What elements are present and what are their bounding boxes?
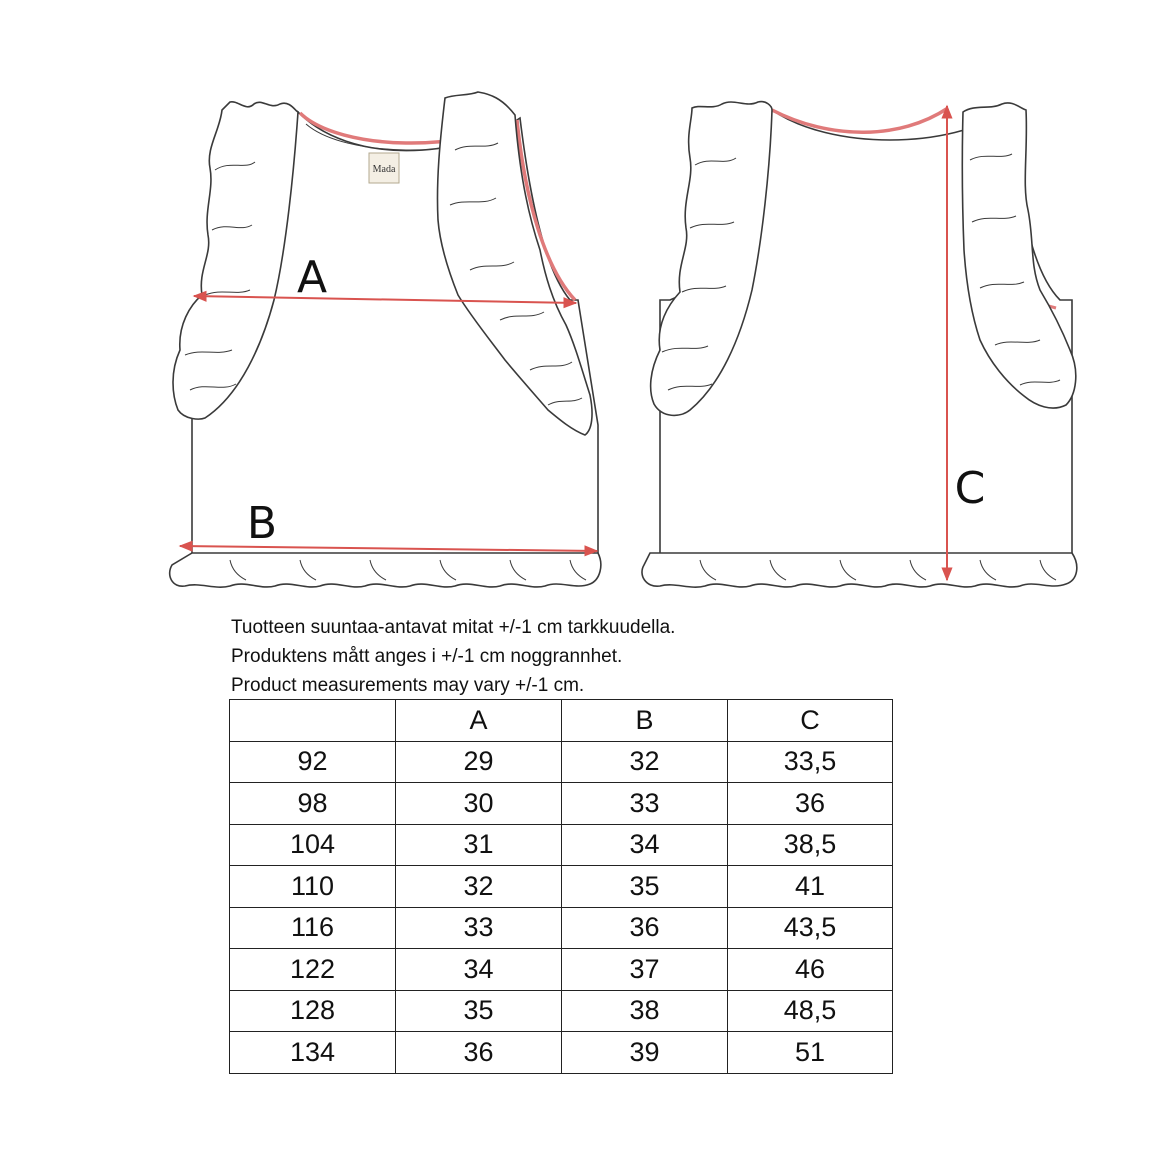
header-cell: B bbox=[562, 700, 728, 742]
note-english: Product measurements may vary +/-1 cm. bbox=[231, 675, 585, 696]
table-row bbox=[230, 1032, 893, 1074]
measurement-notes bbox=[231, 613, 931, 700]
measure-c-label: C bbox=[954, 463, 986, 514]
back-view bbox=[642, 102, 1077, 588]
table-cell: 38 bbox=[562, 990, 728, 1032]
table-cell: 48,5 bbox=[728, 990, 893, 1032]
table-cell: 35 bbox=[562, 866, 728, 908]
note-finnish: Tuotteen suuntaa-antavat mitat +/-1 cm tarkkuudella. bbox=[231, 617, 676, 638]
table-cell: 128 bbox=[230, 990, 396, 1032]
table-cell: 134 bbox=[230, 1032, 396, 1074]
front-view bbox=[170, 92, 601, 587]
table-cell: 39 bbox=[562, 1032, 728, 1074]
table-cell: 36 bbox=[562, 907, 728, 949]
table-cell: 46 bbox=[728, 949, 893, 991]
table-cell: 35 bbox=[396, 990, 562, 1032]
table-cell: 43,5 bbox=[728, 907, 893, 949]
measure-a-label: A bbox=[296, 252, 328, 303]
table-cell: 98 bbox=[230, 783, 396, 825]
header-cell: A bbox=[396, 700, 562, 742]
table-cell: 41 bbox=[728, 866, 893, 908]
table-row bbox=[230, 866, 893, 908]
table-cell: 110 bbox=[230, 866, 396, 908]
table-cell: 51 bbox=[728, 1032, 893, 1074]
size-table bbox=[229, 699, 893, 1074]
table-cell: 32 bbox=[396, 866, 562, 908]
table-row bbox=[230, 949, 893, 991]
brand-tag-text: Mada bbox=[372, 164, 396, 175]
table-cell: 122 bbox=[230, 949, 396, 991]
table-row bbox=[230, 907, 893, 949]
table-cell: 33,5 bbox=[728, 741, 893, 783]
table-cell: 116 bbox=[230, 907, 396, 949]
table-cell: 34 bbox=[562, 824, 728, 866]
table-cell: 33 bbox=[562, 783, 728, 825]
table-row bbox=[230, 741, 893, 783]
table-cell: 30 bbox=[396, 783, 562, 825]
header-cell bbox=[230, 700, 396, 742]
header-cell: C bbox=[728, 700, 893, 742]
table-cell: 34 bbox=[396, 949, 562, 991]
table-cell: 33 bbox=[396, 907, 562, 949]
table-cell: 92 bbox=[230, 741, 396, 783]
table-row bbox=[230, 990, 893, 1032]
table-cell: 38,5 bbox=[728, 824, 893, 866]
table-cell: 36 bbox=[396, 1032, 562, 1074]
table-row bbox=[230, 783, 893, 825]
table-cell: 104 bbox=[230, 824, 396, 866]
table-cell: 32 bbox=[562, 741, 728, 783]
table-cell: 29 bbox=[396, 741, 562, 783]
table-cell: 37 bbox=[562, 949, 728, 991]
back-hem-ruffle bbox=[642, 553, 1077, 587]
note-swedish: Produktens mått anges i +/-1 cm noggrannhet. bbox=[231, 646, 623, 667]
table-header-row bbox=[230, 700, 893, 742]
table-row bbox=[230, 824, 893, 866]
table-cell: 31 bbox=[396, 824, 562, 866]
measure-b-label: B bbox=[246, 498, 278, 549]
table-cell: 36 bbox=[728, 783, 893, 825]
